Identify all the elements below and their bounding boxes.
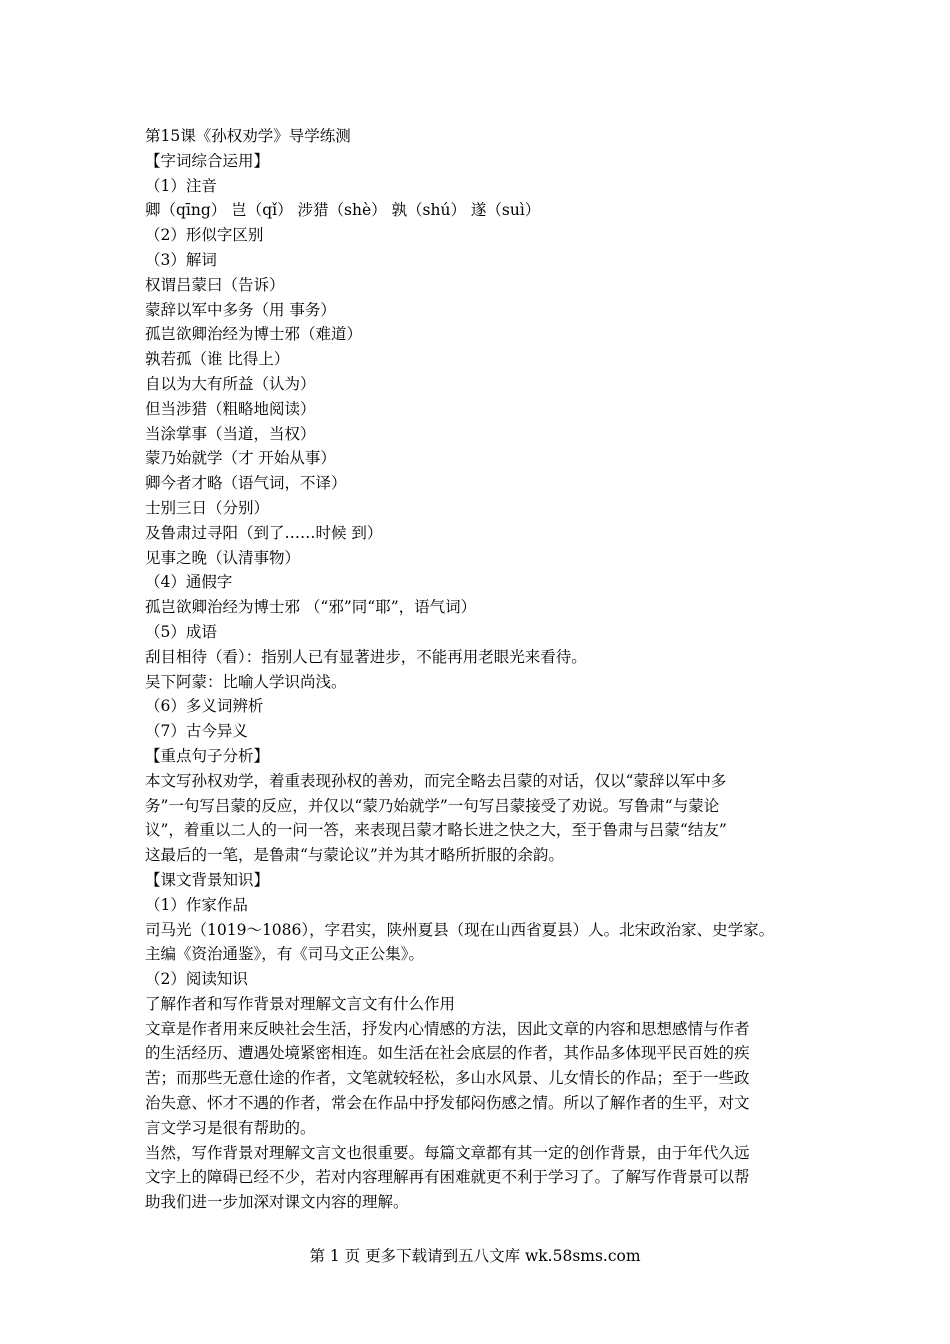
paragraph-line: 言文学习是很有帮助的。 — [145, 1118, 316, 1137]
subheading-similar-characters: （2）形似字区别 — [145, 226, 264, 245]
paragraph-line: 的生活经历、遭遇处境紧密相连。如生活在社会底层的作者，其作品多体现平民百姓的疾 — [145, 1044, 750, 1063]
pinyin-line: 卿（qīng） 岂（qǐ） 涉猎（shè） 孰（shú） 遂（suì） — [145, 201, 541, 220]
paragraph-line: 本文写孙权劝学，着重表现孙权的善劝，而完全略去吕蒙的对话，仅以“蒙辞以军中多 — [145, 771, 727, 790]
paragraph-line: 当然，写作背景对理解文言文也很重要。每篇文章都有其一定的创作背景，由于年代久远 — [145, 1143, 750, 1162]
glossary-item: 士别三日（分别） — [145, 498, 270, 517]
paragraph-line: 这最后的一笔，是鲁肃“与蒙论议”并为其才略所折服的余韵。 — [145, 846, 564, 865]
reading-paragraph-2 — [145, 1141, 830, 1215]
glossary-item: 蒙乃始就学（才 开始从事） — [145, 449, 336, 468]
glossary-item: 孰若孤（谁 比得上） — [145, 350, 290, 369]
glossary-item: 蒙辞以军中多务（用 事务） — [145, 300, 336, 319]
paragraph-line: 主编《资治通鉴》，有《司马文正公集》。 — [145, 945, 425, 964]
reading-paragraph-1 — [145, 1017, 830, 1141]
idiom-item: 刮目相待（看）：指别人已有显著进步，不能再用老眼光来看待。 — [145, 647, 587, 666]
glossary-item: 见事之晚（认清事物） — [145, 548, 301, 567]
section-heading-background: 【课文背景知识】 — [145, 870, 270, 889]
key-sentences-paragraph — [145, 769, 830, 868]
glossary-list — [145, 273, 830, 571]
subheading-ancient-modern: （7）古今异义 — [145, 722, 248, 741]
paragraph-line: 治失意、怀才不遇的作者，常会在作品中抒发郁闷伤感之情。所以了解作者的生平，对文 — [145, 1094, 750, 1113]
page-footer: 第 1 页 更多下载请到五八文库 wk.58sms.com — [309, 1247, 641, 1265]
idiom-item: 吴下阿蒙：比喻人学识尚浅。 — [145, 672, 347, 691]
paragraph-line: 苦；而那些无意仕途的作者，文笔就较轻松，多山水风景、儿女情长的作品；至于一些政 — [145, 1069, 750, 1088]
subheading-polysemy: （6）多义词辨析 — [145, 697, 264, 716]
tongjia-line: 孤岂欲卿治经为博士邪 （“邪”同“耶”，语气词） — [145, 598, 477, 617]
document-title: 第15课《孙权劝学》导学练测 — [145, 127, 351, 145]
section-heading-vocabulary: 【字词综合运用】 — [145, 151, 270, 170]
subheading-glossary: （3）解词 — [145, 250, 217, 269]
glossary-item: 及鲁肃过寻阳（到了……时候 到） — [145, 523, 383, 542]
paragraph-line: 务”一句写吕蒙的反应，并仅以“蒙乃始就学”一句写吕蒙接受了劝说。写鲁肃“与蒙论 — [145, 796, 720, 815]
glossary-item: 但当涉猎（粗略地阅读） — [145, 399, 316, 418]
author-paragraph — [145, 918, 830, 968]
subheading-pinyin: （1）注音 — [145, 176, 217, 195]
section-heading-key-sentences: 【重点句子分析】 — [145, 746, 270, 765]
reading-question: 了解作者和写作背景对理解文言文有什么作用 — [145, 994, 456, 1013]
paragraph-line: 文字上的障碍已经不少，若对内容理解再有困难就更不利于学习了。了解写作背景可以帮 — [145, 1168, 750, 1187]
document-body — [145, 124, 830, 1215]
subheading-reading: （2）阅读知识 — [145, 970, 248, 989]
subheading-idioms: （5）成语 — [145, 622, 217, 641]
subheading-author: （1）作家作品 — [145, 895, 248, 914]
glossary-item: 卿今者才略（语气词，不译） — [145, 474, 347, 493]
glossary-item: 权谓吕蒙曰（告诉） — [145, 275, 285, 294]
paragraph-line: 文章是作者用来反映社会生活，抒发内心情感的方法，因此文章的内容和思想感情与作者 — [145, 1019, 750, 1038]
paragraph-line: 议”，着重以二人的一问一答，来表现吕蒙才略长进之快之大，至于鲁肃与吕蒙“结友” — [145, 821, 727, 840]
subheading-tongjia: （4）通假字 — [145, 573, 233, 592]
glossary-item: 当涂掌事（当道，当权） — [145, 424, 316, 443]
paragraph-line: 助我们进一步加深对课文内容的理解。 — [145, 1193, 409, 1212]
glossary-item: 孤岂欲卿治经为博士邪（难道） — [145, 325, 363, 344]
glossary-item: 自以为大有所益（认为） — [145, 374, 316, 393]
paragraph-line: 司马光（1019～1086），字君实，陕州夏县（现在山西省夏县）人。北宋政治家、史学家。 — [145, 920, 775, 939]
